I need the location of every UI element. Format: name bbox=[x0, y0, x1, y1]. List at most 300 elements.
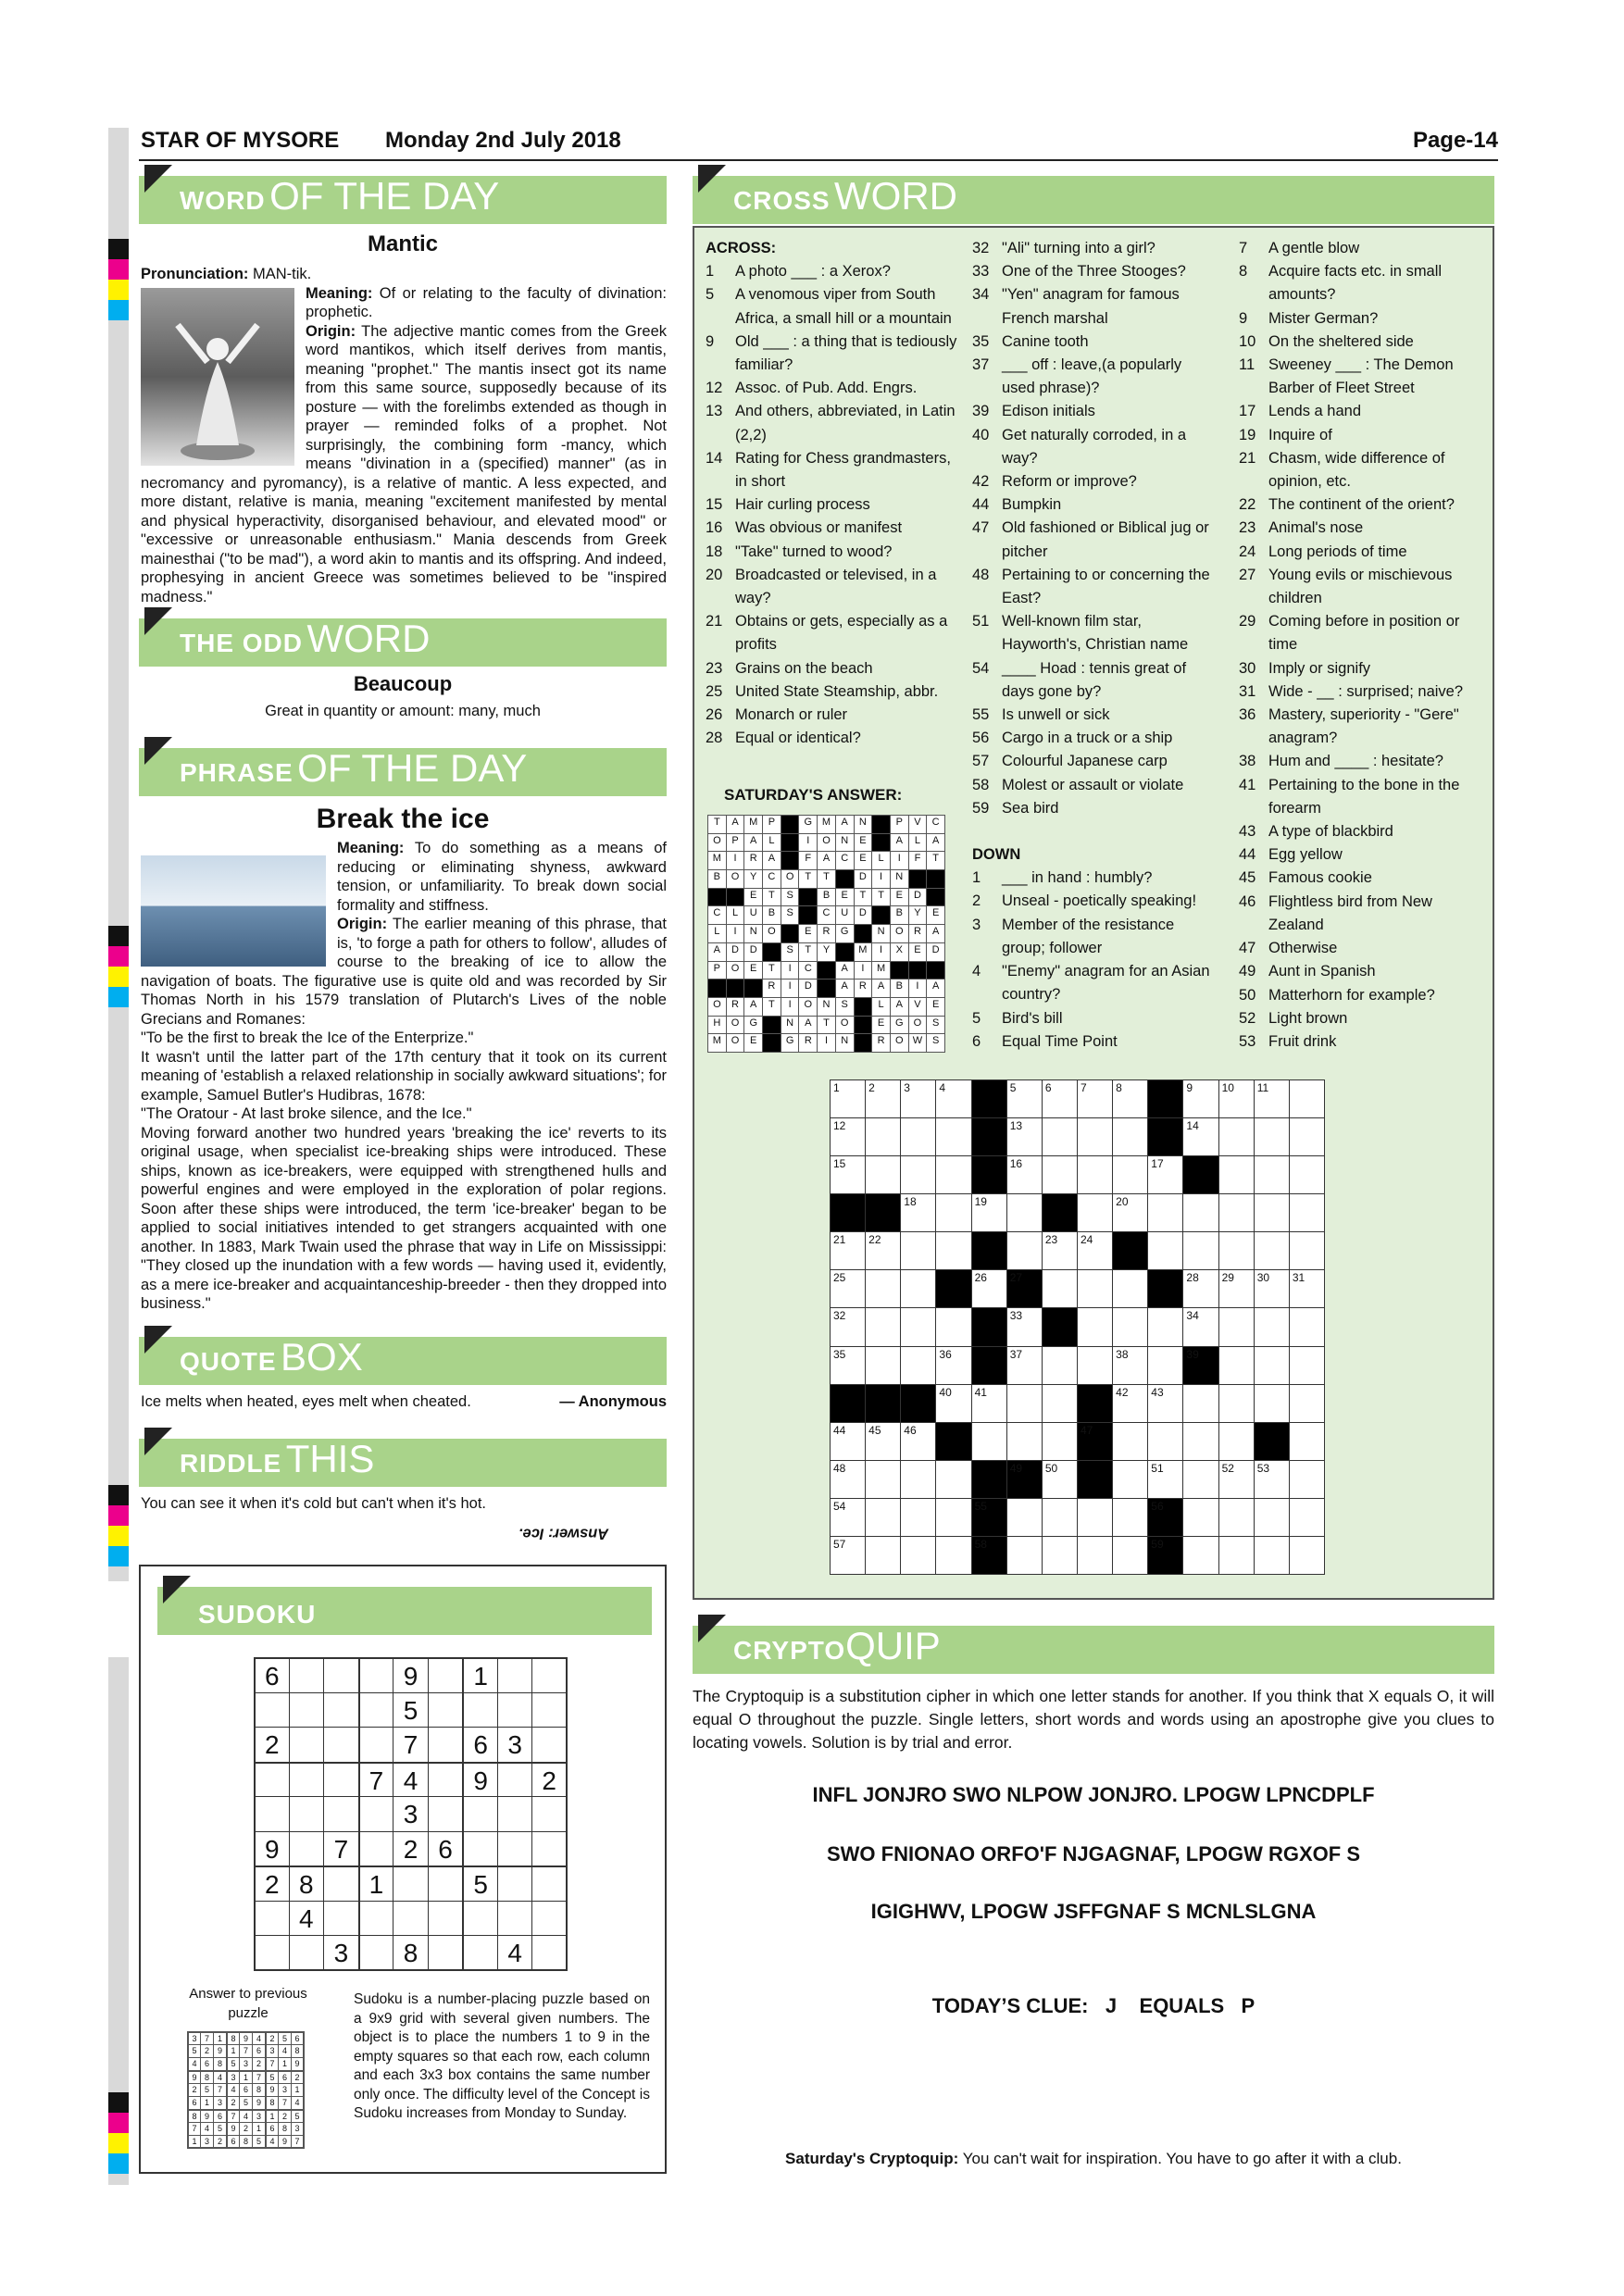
sudoku-cell[interactable]: 9 bbox=[462, 1762, 498, 1798]
crossword-cell[interactable] bbox=[1147, 1346, 1183, 1385]
crossword-cell[interactable] bbox=[830, 1269, 866, 1308]
crossword-cell[interactable] bbox=[1006, 1079, 1043, 1118]
sudoku-answer-cell: 1 bbox=[200, 2096, 214, 2110]
answer-cell: U bbox=[835, 905, 855, 925]
answer-cell: O bbox=[835, 1016, 855, 1035]
crossword-cell[interactable] bbox=[830, 1155, 866, 1194]
crossword-cell[interactable] bbox=[1006, 1155, 1043, 1194]
issue-date: Monday 2nd July 2018 bbox=[385, 128, 621, 153]
clue-number: 30 bbox=[1239, 659, 1256, 677]
crossword-cell[interactable] bbox=[1112, 1460, 1148, 1499]
crossword-cell[interactable] bbox=[1254, 1536, 1290, 1575]
clue-text: A photo ___ : a Xerox? bbox=[735, 263, 891, 281]
crossword-cell[interactable] bbox=[1254, 1346, 1290, 1385]
sudoku-cell[interactable] bbox=[428, 1866, 464, 1902]
crossword-cell[interactable] bbox=[1112, 1498, 1148, 1537]
crossword-cell[interactable] bbox=[865, 1307, 901, 1346]
sudoku-cell[interactable] bbox=[428, 1901, 464, 1937]
registration-swatch bbox=[108, 2113, 129, 2133]
sudoku-cell[interactable]: 1 bbox=[358, 1866, 394, 1902]
answer-cell: A bbox=[743, 997, 763, 1017]
crossword-cell[interactable] bbox=[1218, 1117, 1255, 1156]
crossword-cell[interactable] bbox=[1006, 1193, 1043, 1232]
crossword-cell[interactable] bbox=[1147, 1231, 1183, 1270]
sudoku-cell[interactable] bbox=[497, 1762, 533, 1798]
crossword-cell[interactable] bbox=[1006, 1498, 1043, 1537]
crossword-cell[interactable] bbox=[1182, 1269, 1218, 1308]
crossword-cell[interactable] bbox=[830, 1498, 866, 1537]
cell-number: 47 bbox=[1081, 1423, 1093, 1437]
crossword-cell[interactable] bbox=[1289, 1155, 1325, 1194]
crossword-cell[interactable] bbox=[865, 1155, 901, 1194]
crossword-cell[interactable] bbox=[1289, 1231, 1325, 1270]
sudoku-cell[interactable] bbox=[358, 1657, 394, 1693]
sudoku-cell[interactable] bbox=[323, 1657, 359, 1693]
clue-item bbox=[1239, 260, 1481, 306]
crossword-cell[interactable] bbox=[1042, 1231, 1078, 1270]
answer-cell: R bbox=[871, 1033, 891, 1053]
sudoku-cell[interactable] bbox=[462, 1692, 498, 1728]
sudoku-cell[interactable] bbox=[289, 1831, 325, 1867]
crossword-cell[interactable] bbox=[1182, 1117, 1218, 1156]
crossword-cell[interactable] bbox=[1218, 1155, 1255, 1194]
crossword-cell[interactable] bbox=[830, 1460, 866, 1499]
clue-text: Grains on the beach bbox=[735, 659, 873, 677]
crossword-cell[interactable] bbox=[900, 1307, 936, 1346]
crossword-cell[interactable] bbox=[1289, 1536, 1325, 1575]
crossword-cell[interactable] bbox=[1147, 1307, 1183, 1346]
crossword-cell[interactable] bbox=[1289, 1117, 1325, 1156]
crossword-cell[interactable] bbox=[830, 1079, 866, 1118]
sudoku-cell[interactable]: 4 bbox=[393, 1762, 429, 1798]
sudoku-cell[interactable] bbox=[323, 1901, 359, 1937]
crossword-cell[interactable] bbox=[1077, 1155, 1113, 1194]
crossword-cell[interactable] bbox=[1218, 1498, 1255, 1537]
sudoku-cell[interactable] bbox=[289, 1727, 325, 1763]
crossword-cell[interactable] bbox=[1077, 1536, 1113, 1575]
crossword-cell[interactable] bbox=[1042, 1346, 1078, 1385]
crossword-cell[interactable] bbox=[1218, 1269, 1255, 1308]
clue-number: 22 bbox=[1239, 496, 1256, 514]
sudoku-cell[interactable] bbox=[497, 1866, 533, 1902]
crossword-cell[interactable] bbox=[1112, 1307, 1148, 1346]
sudoku-cell[interactable] bbox=[358, 1901, 394, 1937]
answer-cell: O bbox=[762, 924, 781, 943]
crossword-cell[interactable] bbox=[1218, 1193, 1255, 1232]
crossword-cell[interactable] bbox=[1077, 1117, 1113, 1156]
clue-text: Matterhorn for example? bbox=[1268, 986, 1435, 1004]
crossword-cell[interactable] bbox=[900, 1117, 936, 1156]
sudoku-cell[interactable]: 6 bbox=[428, 1831, 464, 1867]
sudoku-cell[interactable]: 2 bbox=[393, 1831, 429, 1867]
crossword-cell[interactable] bbox=[1182, 1384, 1218, 1423]
answer-cell: M bbox=[817, 815, 836, 834]
crossword-cell[interactable] bbox=[935, 1193, 971, 1232]
crossword-cell[interactable] bbox=[1006, 1536, 1043, 1575]
crossword-cell[interactable] bbox=[1112, 1269, 1148, 1308]
crossword-cell[interactable] bbox=[1218, 1460, 1255, 1499]
crossword-cell[interactable] bbox=[1042, 1269, 1078, 1308]
crossword-cell[interactable] bbox=[1289, 1384, 1325, 1423]
sudoku-cell[interactable]: 7 bbox=[358, 1762, 394, 1798]
clue-item bbox=[1239, 307, 1481, 331]
sudoku-cell[interactable] bbox=[531, 1727, 568, 1763]
crossword-black-cell bbox=[830, 1384, 866, 1423]
crossword-cell[interactable] bbox=[865, 1231, 901, 1270]
crossword-cell[interactable] bbox=[830, 1422, 866, 1461]
sudoku-cell[interactable] bbox=[254, 1796, 290, 1832]
crossword-cell[interactable] bbox=[935, 1307, 971, 1346]
crossword-cell[interactable] bbox=[1042, 1498, 1078, 1537]
sudoku-cell[interactable] bbox=[531, 1692, 568, 1728]
sudoku-cell[interactable] bbox=[531, 1866, 568, 1902]
sudoku-answer-cell: 5 bbox=[187, 2044, 201, 2058]
sudoku-cell[interactable] bbox=[358, 1727, 394, 1763]
crossword-cell[interactable] bbox=[935, 1155, 971, 1194]
crossword-black-cell bbox=[1182, 1346, 1218, 1385]
sudoku-answer-cell: 8 bbox=[239, 2135, 253, 2149]
answer-cell: E bbox=[743, 888, 763, 907]
crossword-cell[interactable] bbox=[865, 1117, 901, 1156]
crossword-cell[interactable] bbox=[1006, 1117, 1043, 1156]
sudoku-cell[interactable] bbox=[323, 1727, 359, 1763]
crossword-cell[interactable] bbox=[865, 1536, 901, 1575]
sudoku-cell[interactable] bbox=[289, 1935, 325, 1971]
crossword-cell[interactable] bbox=[1147, 1155, 1183, 1194]
crossword-cell[interactable] bbox=[1077, 1269, 1113, 1308]
crossword-cell[interactable] bbox=[935, 1346, 971, 1385]
crossword-cell[interactable] bbox=[830, 1117, 866, 1156]
crossword-black-cell bbox=[1182, 1155, 1218, 1194]
crossword-cell[interactable] bbox=[935, 1536, 971, 1575]
crossword-cell[interactable] bbox=[935, 1231, 971, 1270]
sudoku-cell[interactable] bbox=[428, 1657, 464, 1693]
sudoku-cell[interactable] bbox=[393, 1866, 429, 1902]
crossword-cell[interactable] bbox=[900, 1231, 936, 1270]
sudoku-cell[interactable] bbox=[289, 1762, 325, 1798]
sudoku-cell[interactable] bbox=[254, 1935, 290, 1971]
crossword-cell[interactable] bbox=[830, 1346, 866, 1385]
crossword-cell[interactable] bbox=[1182, 1498, 1218, 1537]
sudoku-cell[interactable] bbox=[531, 1901, 568, 1937]
answer-cell: N bbox=[835, 1033, 855, 1053]
sudoku-cell[interactable] bbox=[428, 1692, 464, 1728]
crossword-cell[interactable] bbox=[830, 1307, 866, 1346]
sudoku-answer-cell: 6 bbox=[291, 2031, 305, 2045]
crossword-cell[interactable] bbox=[1112, 1346, 1148, 1385]
crossword-cell[interactable] bbox=[830, 1536, 866, 1575]
crossword-cell[interactable] bbox=[1182, 1307, 1218, 1346]
sudoku-cell[interactable]: 2 bbox=[531, 1762, 568, 1798]
sudoku-answer-cell: 2 bbox=[239, 2122, 253, 2136]
crossword-cell[interactable] bbox=[1077, 1346, 1113, 1385]
sudoku-cell[interactable] bbox=[393, 1901, 429, 1937]
crossword-cell[interactable] bbox=[971, 1422, 1007, 1461]
cell-number: 27 bbox=[1009, 1271, 1023, 1285]
sudoku-cell[interactable] bbox=[462, 1901, 498, 1937]
sudoku-cell[interactable]: 2 bbox=[254, 1866, 290, 1902]
crossword-cell[interactable] bbox=[935, 1079, 971, 1118]
clue-number: 31 bbox=[1239, 682, 1256, 700]
sudoku-cell[interactable]: 6 bbox=[462, 1727, 498, 1763]
crossword-cell[interactable] bbox=[1254, 1117, 1290, 1156]
crossword-cell[interactable] bbox=[1254, 1231, 1290, 1270]
registration-swatch bbox=[108, 259, 129, 280]
crossword-cell[interactable] bbox=[1254, 1384, 1290, 1423]
crossword-cell[interactable] bbox=[1289, 1498, 1325, 1537]
crossword-cell[interactable] bbox=[1289, 1079, 1325, 1118]
crossword-cell[interactable] bbox=[900, 1155, 936, 1194]
sudoku-cell[interactable]: 6 bbox=[254, 1657, 290, 1693]
crossword-cell[interactable] bbox=[1006, 1422, 1043, 1461]
crossword-cell[interactable] bbox=[1147, 1422, 1183, 1461]
crossword-cell[interactable] bbox=[1006, 1346, 1043, 1385]
crossword-black-cell bbox=[865, 1384, 901, 1423]
crossword-cell[interactable] bbox=[1147, 1460, 1183, 1499]
crossword-cell[interactable] bbox=[900, 1079, 936, 1118]
sudoku-cell[interactable] bbox=[462, 1796, 498, 1832]
sudoku-cell[interactable]: 4 bbox=[289, 1901, 325, 1937]
crossword-cell[interactable] bbox=[1182, 1536, 1218, 1575]
crossword-cell[interactable] bbox=[1254, 1307, 1290, 1346]
crossword-cell[interactable] bbox=[1077, 1498, 1113, 1537]
sudoku-cell[interactable] bbox=[254, 1692, 290, 1728]
sudoku-cell[interactable]: 1 bbox=[462, 1657, 498, 1693]
crossword-cell[interactable] bbox=[935, 1498, 971, 1537]
crossword-cell[interactable] bbox=[1112, 1155, 1148, 1194]
sudoku-cell[interactable]: 9 bbox=[254, 1831, 290, 1867]
sudoku-cell[interactable] bbox=[358, 1796, 394, 1832]
answer-cell: X bbox=[890, 942, 909, 962]
crossword-cell[interactable] bbox=[1218, 1231, 1255, 1270]
answer-black-cell bbox=[835, 869, 855, 889]
answer-cell: R bbox=[726, 997, 745, 1017]
sudoku-cell[interactable] bbox=[323, 1796, 359, 1832]
answer-cell: N bbox=[871, 924, 891, 943]
crossword-cell[interactable] bbox=[1042, 1117, 1078, 1156]
sudoku-answer-cell: 7 bbox=[291, 2135, 305, 2149]
crossword-cell[interactable] bbox=[1218, 1536, 1255, 1575]
crossword-cell[interactable] bbox=[1042, 1155, 1078, 1194]
clue-item bbox=[706, 727, 957, 750]
sudoku-answer-cell: 4 bbox=[239, 2109, 253, 2123]
sudoku-cell[interactable] bbox=[323, 1692, 359, 1728]
answer-cell: D bbox=[726, 942, 745, 962]
crossword-grid[interactable] bbox=[830, 1079, 1324, 1574]
crossword-cell[interactable] bbox=[1218, 1422, 1255, 1461]
crossword-black-cell bbox=[1006, 1460, 1043, 1499]
crossword-cell[interactable] bbox=[1289, 1422, 1325, 1461]
crossword-cell[interactable] bbox=[1006, 1307, 1043, 1346]
sudoku-cell[interactable]: 7 bbox=[323, 1831, 359, 1867]
sudoku-cell[interactable]: 5 bbox=[462, 1866, 498, 1902]
sudoku-cell[interactable] bbox=[497, 1657, 533, 1693]
clue-number: 54 bbox=[972, 659, 990, 677]
clue-number: 5 bbox=[972, 1009, 981, 1027]
sudoku-cell[interactable]: 8 bbox=[393, 1935, 429, 1971]
clue-text: Member of the resistance group; follower bbox=[1002, 916, 1175, 956]
sudoku-cell[interactable] bbox=[289, 1796, 325, 1832]
sudoku-answer-cell: 2 bbox=[252, 2057, 266, 2071]
crossword-cell[interactable] bbox=[1254, 1269, 1290, 1308]
answer-cell: D bbox=[743, 942, 763, 962]
answer-cell: E bbox=[871, 1016, 891, 1035]
sudoku-cell[interactable] bbox=[358, 1935, 394, 1971]
crossword-cell[interactable] bbox=[1254, 1155, 1290, 1194]
answer-cell: V bbox=[908, 815, 928, 834]
sudoku-cell[interactable] bbox=[531, 1935, 568, 1971]
crossword-cell[interactable] bbox=[1182, 1193, 1218, 1232]
sudoku-cell[interactable] bbox=[289, 1657, 325, 1693]
cell-number: 54 bbox=[833, 1499, 846, 1513]
crossword-cell[interactable] bbox=[971, 1269, 1007, 1308]
sudoku-cell[interactable] bbox=[531, 1831, 568, 1867]
crossword-cell[interactable] bbox=[1218, 1346, 1255, 1385]
crossword-cell[interactable] bbox=[865, 1422, 901, 1461]
sudoku-cell[interactable] bbox=[428, 1935, 464, 1971]
cryptoquip-line-3: IGIGHWV, LPOGW JSFFGNAF S MCNLSLGNA bbox=[870, 1900, 1317, 1923]
sudoku-cell[interactable] bbox=[254, 1901, 290, 1937]
crossword-cell[interactable] bbox=[900, 1193, 936, 1232]
sudoku-cell[interactable] bbox=[428, 1762, 464, 1798]
crossword-cell[interactable] bbox=[1112, 1079, 1148, 1118]
crossword-cell[interactable] bbox=[971, 1193, 1007, 1232]
crossword-cell[interactable] bbox=[1289, 1460, 1325, 1499]
crossword-cell[interactable] bbox=[1254, 1460, 1290, 1499]
sudoku-cell[interactable]: 4 bbox=[497, 1935, 533, 1971]
sudoku-cell[interactable] bbox=[358, 1692, 394, 1728]
crossword-cell[interactable] bbox=[1042, 1384, 1078, 1423]
crossword-cell[interactable] bbox=[865, 1269, 901, 1308]
crossword-cell[interactable] bbox=[830, 1231, 866, 1270]
sudoku-cell[interactable] bbox=[497, 1796, 533, 1832]
crossword-cell[interactable] bbox=[1077, 1079, 1113, 1118]
crossword-cell[interactable] bbox=[1147, 1193, 1183, 1232]
sudoku-cell[interactable]: 9 bbox=[393, 1657, 429, 1693]
cryptoquip-line-1: INFL JONJRO SWO NLPOW JONJRO. LPOGW LPNCDPLF bbox=[812, 1783, 1375, 1806]
crossword-cell[interactable] bbox=[1254, 1079, 1290, 1118]
crossword-cell[interactable] bbox=[1254, 1498, 1290, 1537]
sudoku-cell[interactable] bbox=[497, 1692, 533, 1728]
clue-number: 45 bbox=[1239, 869, 1256, 887]
sudoku-cell[interactable] bbox=[289, 1692, 325, 1728]
crossword-cell[interactable] bbox=[935, 1384, 971, 1423]
crossword-cell[interactable] bbox=[1182, 1079, 1218, 1118]
crossword-cell[interactable] bbox=[900, 1460, 936, 1499]
crossword-cell[interactable] bbox=[1006, 1231, 1043, 1270]
sudoku-cell[interactable] bbox=[428, 1727, 464, 1763]
crossword-cell[interactable] bbox=[1112, 1193, 1148, 1232]
clue-item bbox=[1239, 1007, 1481, 1030]
crossword-cell[interactable] bbox=[1006, 1384, 1043, 1423]
sudoku-cell[interactable] bbox=[323, 1762, 359, 1798]
crossword-cell[interactable] bbox=[1218, 1384, 1255, 1423]
answer-black-cell bbox=[781, 924, 800, 943]
sudoku-answer-cell: 8 bbox=[200, 2070, 214, 2084]
sudoku-cell[interactable] bbox=[428, 1796, 464, 1832]
clue-item bbox=[706, 377, 957, 400]
sudoku-cell[interactable] bbox=[531, 1657, 568, 1693]
sudoku-cell[interactable]: 3 bbox=[497, 1727, 533, 1763]
crossword-cell[interactable] bbox=[935, 1460, 971, 1499]
crossword-cell[interactable] bbox=[900, 1536, 936, 1575]
crossword-cell[interactable] bbox=[865, 1079, 901, 1118]
sudoku-cell[interactable]: 7 bbox=[393, 1727, 429, 1763]
crossword-cell[interactable] bbox=[1182, 1231, 1218, 1270]
sudoku-cell[interactable] bbox=[323, 1866, 359, 1902]
crossword-cell[interactable] bbox=[1077, 1231, 1113, 1270]
sudoku-cell[interactable]: 2 bbox=[254, 1727, 290, 1763]
phrase-banner: PHRASE OF THE DAY bbox=[139, 748, 667, 796]
sudoku-cell[interactable]: 8 bbox=[289, 1866, 325, 1902]
crossword-cell[interactable] bbox=[1042, 1422, 1078, 1461]
crossword-cell[interactable] bbox=[1147, 1384, 1183, 1423]
answer-cell: S bbox=[926, 1033, 945, 1053]
left-grey-strip bbox=[108, 128, 129, 1581]
answer-black-cell bbox=[854, 1016, 873, 1035]
crossword-cell[interactable] bbox=[1042, 1460, 1078, 1499]
sudoku-grid[interactable] bbox=[254, 1657, 567, 1970]
sudoku-answer-cell: 6 bbox=[278, 2070, 292, 2084]
crossword-cell[interactable] bbox=[1254, 1193, 1290, 1232]
crossword-cell[interactable] bbox=[865, 1460, 901, 1499]
sudoku-cell[interactable] bbox=[254, 1762, 290, 1798]
crossword-cell[interactable] bbox=[1042, 1079, 1078, 1118]
crossword-cell[interactable] bbox=[1112, 1422, 1148, 1461]
crossword-cell[interactable] bbox=[1112, 1536, 1148, 1575]
sudoku-cell[interactable] bbox=[358, 1831, 394, 1867]
crossword-cell[interactable] bbox=[1112, 1117, 1148, 1156]
crossword-cell[interactable] bbox=[1289, 1307, 1325, 1346]
crossword-cell[interactable] bbox=[1289, 1269, 1325, 1308]
sudoku-cell[interactable]: 3 bbox=[393, 1796, 429, 1832]
crossword-cell[interactable] bbox=[1182, 1422, 1218, 1461]
crossword-cell[interactable] bbox=[900, 1498, 936, 1537]
sudoku-cell[interactable] bbox=[497, 1831, 533, 1867]
sudoku-cell[interactable]: 5 bbox=[393, 1692, 429, 1728]
sudoku-cell[interactable] bbox=[462, 1935, 498, 1971]
sudoku-description: Sudoku is a number-placing puzzle based on a 9x9 grid with several given numbers. The object is to place the numbers 1 to 9 in the empty squares so that each row, each column and each 3x3 box contains the same number only once. The difficulty level of the Concept is Sudoku increases from Monday to Sunday. bbox=[354, 1991, 650, 2121]
answer-cell: I bbox=[871, 869, 891, 889]
answer-cell: E bbox=[798, 924, 818, 943]
crossword-cell[interactable] bbox=[971, 1384, 1007, 1423]
crossword-cell[interactable] bbox=[1077, 1307, 1113, 1346]
crossword-cell[interactable] bbox=[1042, 1536, 1078, 1575]
clue-number: 56 bbox=[972, 730, 990, 747]
cell-number: 35 bbox=[833, 1347, 846, 1361]
sudoku-cell[interactable]: 3 bbox=[323, 1935, 359, 1971]
crossword-cell[interactable] bbox=[1077, 1193, 1113, 1232]
sudoku-cell[interactable] bbox=[462, 1831, 498, 1867]
crossword-cell[interactable] bbox=[1218, 1307, 1255, 1346]
sudoku-cell[interactable] bbox=[531, 1796, 568, 1832]
crossword-cell[interactable] bbox=[1112, 1384, 1148, 1423]
answer-black-cell bbox=[762, 942, 781, 962]
cell-number: 40 bbox=[939, 1385, 952, 1399]
sudoku-cell[interactable] bbox=[497, 1901, 533, 1937]
answer-black-cell bbox=[871, 833, 891, 853]
crossword-cell[interactable] bbox=[935, 1117, 971, 1156]
crossword-cell[interactable] bbox=[1218, 1079, 1255, 1118]
crossword-cell[interactable] bbox=[1289, 1193, 1325, 1232]
crossword-cell[interactable] bbox=[900, 1422, 936, 1461]
crossword-cell[interactable] bbox=[1289, 1346, 1325, 1385]
crossword-cell[interactable] bbox=[900, 1346, 936, 1385]
crossword-cell[interactable] bbox=[1182, 1460, 1218, 1499]
crossword-cell[interactable] bbox=[865, 1498, 901, 1537]
crossword-cell[interactable] bbox=[900, 1269, 936, 1308]
crossword-cell[interactable] bbox=[865, 1346, 901, 1385]
